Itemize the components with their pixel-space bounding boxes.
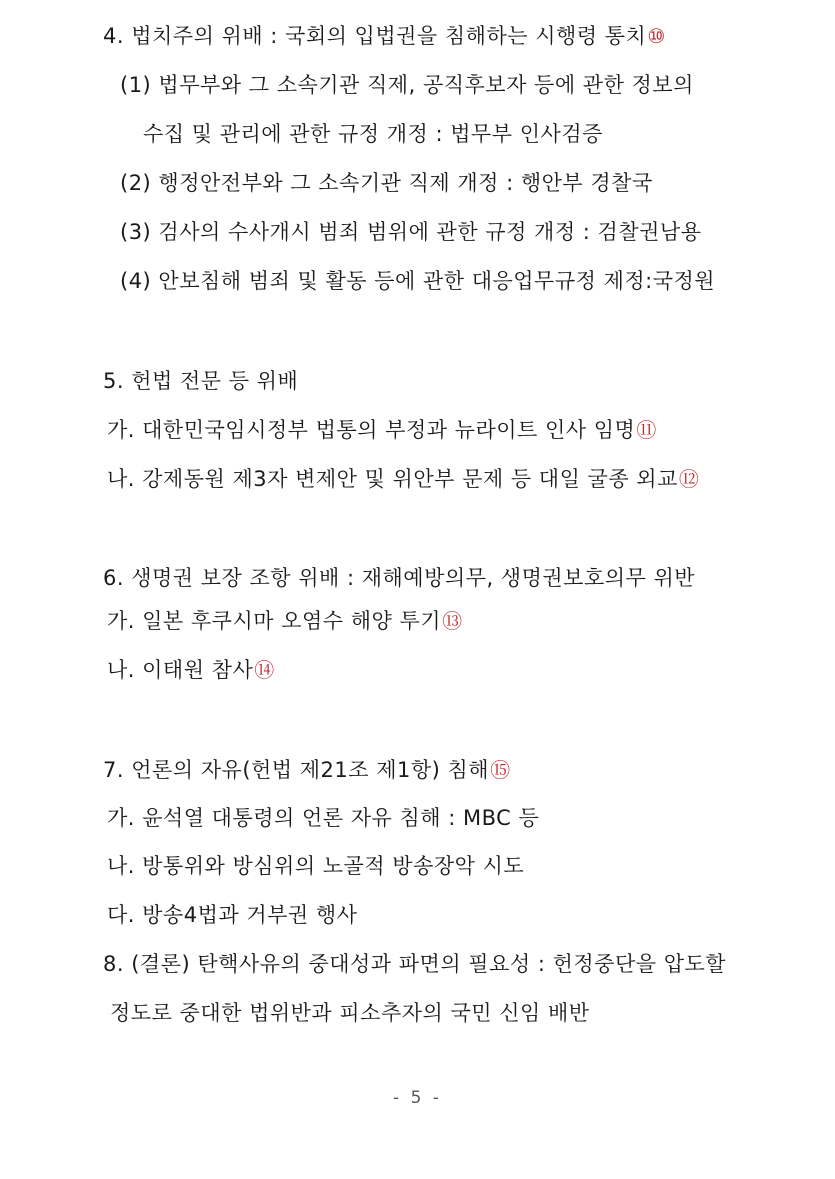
section-5-item-na bbox=[107, 465, 699, 493]
section-6-heading: 6. 생명권 보장 조항 위배 : 재해예방의무, 생명권보호의무 위반 bbox=[103, 566, 696, 590]
footnote-mark-11: ⑪ bbox=[636, 418, 657, 442]
section-5-item-ga-text: 가. 대한민국임시정부 법통의 부정과 뉴라이트 인사 임명 bbox=[107, 418, 636, 442]
section-4-heading-text: 4. 법치주의 위배 : 국회의 입법권을 침해하는 시행령 통치 bbox=[103, 24, 647, 48]
section-5-item-na-text: 나. 강제동원 제3자 변제안 및 위안부 문제 등 대일 굴종 외교 bbox=[107, 467, 678, 491]
section-4-item-1: (1) 법무부와 그 소속기관 직제, 공직후보자 등에 관한 정보의 bbox=[120, 73, 694, 97]
section-6-item-na-text: 나. 이태원 참사 bbox=[107, 658, 254, 682]
section-4-item-1-continued: 수집 및 관리에 관한 규정 개정 : 법무부 인사검증 bbox=[143, 122, 603, 146]
section-8-line-2: 정도로 중대한 법위반과 피소추자의 국민 신임 배반 bbox=[110, 1001, 590, 1025]
section-5-item-ga bbox=[107, 416, 657, 444]
section-7-item-da: 다. 방송4법과 거부권 행사 bbox=[107, 903, 358, 927]
section-4-item-3: (3) 검사의 수사개시 범죄 범위에 관한 규정 개정 : 검찰권남용 bbox=[120, 220, 702, 244]
footnote-mark-10: ⑩ bbox=[647, 24, 666, 48]
section-4-heading bbox=[103, 22, 666, 50]
footnote-mark-14: ⑭ bbox=[254, 658, 275, 682]
section-7-item-ga: 가. 윤석열 대통령의 언론 자유 침해 : MBC 등 bbox=[107, 806, 540, 830]
section-5-heading: 5. 헌법 전문 등 위배 bbox=[103, 369, 299, 393]
footnote-mark-15: ⑮ bbox=[490, 758, 511, 782]
footnote-mark-12: ⑫ bbox=[678, 467, 700, 491]
section-4-item-4: (4) 안보침해 범죄 및 활동 등에 관한 대응업무규정 제정:국정원 bbox=[120, 269, 716, 293]
section-7-heading bbox=[103, 756, 511, 784]
footnote-mark-13: ⑬ bbox=[442, 609, 463, 633]
section-7-item-na: 나. 방통위와 방심위의 노골적 방송장악 시도 bbox=[107, 854, 525, 878]
page-number: - 5 - bbox=[393, 1088, 442, 1108]
section-7-heading-text: 7. 언론의 자유(헌법 제21조 제1항) 침해 bbox=[103, 758, 490, 782]
section-6-item-ga bbox=[107, 607, 463, 635]
section-6-item-na bbox=[107, 656, 275, 684]
section-6-item-ga-text: 가. 일본 후쿠시마 오염수 해양 투기 bbox=[107, 609, 442, 633]
section-8-line-1: 8. (결론) 탄핵사유의 중대성과 파면의 필요성 : 헌정중단을 압도할 bbox=[103, 952, 727, 976]
section-4-item-2: (2) 행정안전부와 그 소속기관 직제 개정 : 행안부 경찰국 bbox=[120, 171, 653, 195]
